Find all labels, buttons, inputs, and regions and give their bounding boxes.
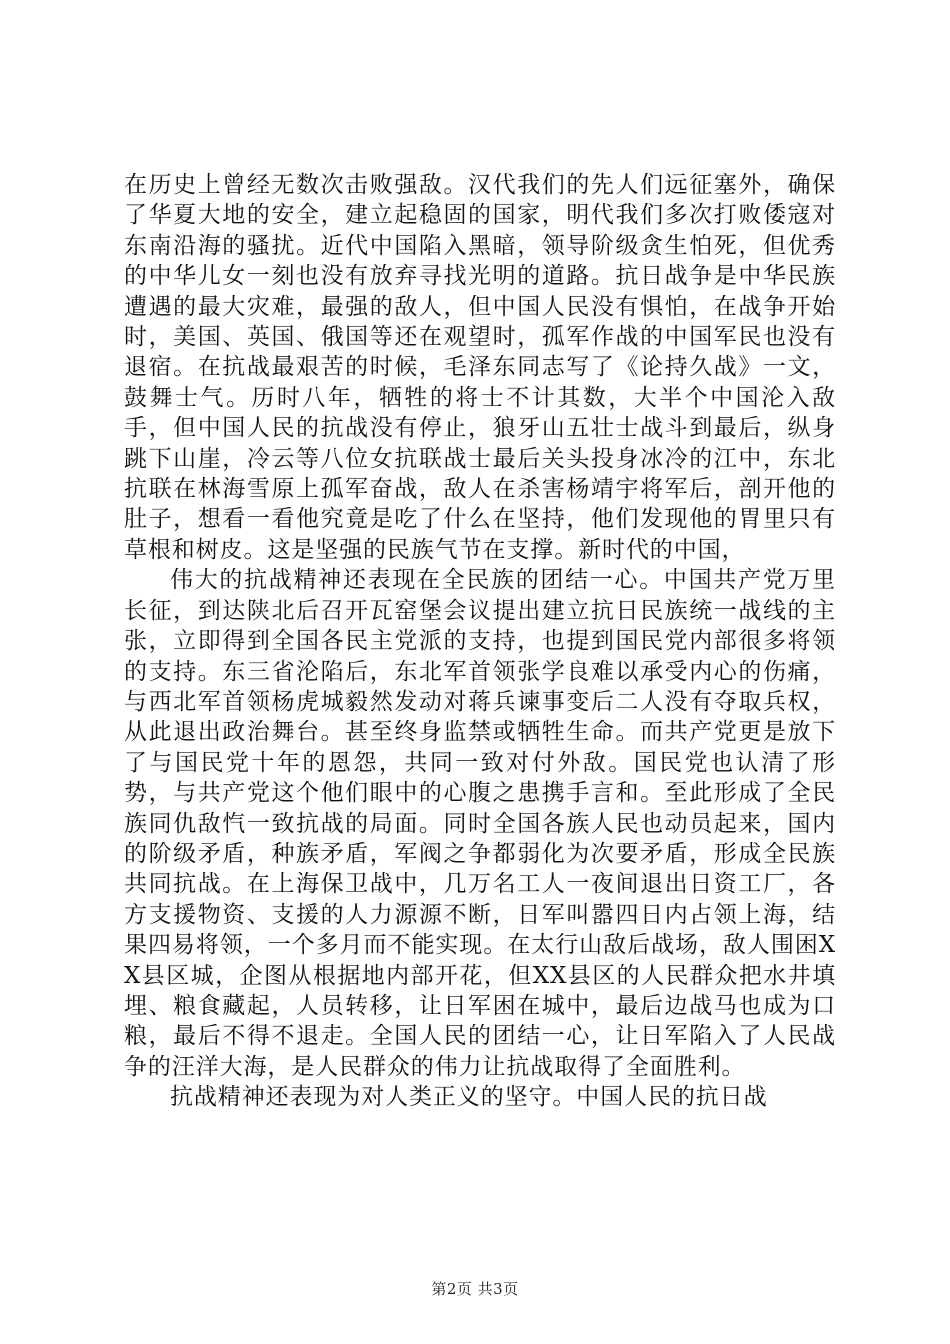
paragraph-1: 在历史上曾经无数次击败强敌。汉代我们的先人们远征塞外，确保了华夏大地的安全，建立起稳固的国家，明代我们多次打败倭寇对东南沿海的骚扰。近代中国陷入黑暗，领导阶级贪生怕死，但优秀的中华儿女一刻也没有放弃寻找光明的道路。抗日战争是中华民族遭遇的最大灾难，最强的敌人，但中国人民没有惧怕，在战争开始时，美国、英国、俄国等还在观望时，孤军作战的中国军民也没有退宿。在抗战最艰苦的时候，毛泽东同志写了《论持久战》一文，鼓舞士气。历时八年，牺牲的将士不计其数，大半个中国沦入敌手，但中国人民的抗战没有停止，狼牙山五壮士战斗到最后，纵身跳下山崖，冷云等八位女抗联战士最后关头投身冰冷的江中，东北抗联在林海雪原上孤军奋战，敌人在杀害杨靖宇将军后，剖开他的肚子，想看一看他究竟是吃了什么在坚持，他们发现他的胃里只有草根和树皮。这是坚强的民族气节在支撑。新时代的中国，: [124, 172, 836, 563]
page-footer: 第2页 共3页: [431, 1280, 519, 1298]
paragraph-3: 抗战精神还表现为对人类正义的坚守。中国人民的抗日战: [170, 1084, 768, 1111]
document-body: [124, 170, 836, 1113]
paragraph-2: 伟大的抗战精神还表现在全民族的团结一心。中国共产党万里长征，到达陕北后召开瓦窑堡会议提出建立抗日民族统一战线的主张，立即得到全国各民主党派的支持，也提到国民党内部很多将领的支持。东三省沦陷后，东北军首领张学良难以承受内心的伤痛，与西北军首领杨虎城毅然发动对蒋兵谏事变后二人没有夺取兵权，从此退出政治舞台。甚至终身监禁或牺牲生命。而共产党更是放下了与国民党十年的恩怨，共同一致对付外敌。国民党也认清了形势，与共产党这个他们眼中的心腹之患携手言和。至此形成了全民族同仇敌忾一致抗战的局面。同时全国各族人民也动员起来，国内的阶级矛盾，种族矛盾，军阀之争都弱化为次要矛盾，形成全民族共同抗战。在上海保卫战中，几万名工人一夜间退出日资工厂，各方支援物资、支援的人力源源不断，日军叫嚣四日内占领上海，结果四易将领，一个多月而不能实现。在太行山敌后战场，敌人围困XX县区城，企图从根据地内部开花，但XX县区的人民群众把水井填埋、粮食藏起，人员转移，让日军困在城中，最后边战马也成为口粮，最后不得不退走。全国人民的团结一心，让日军陷入了人民战争的汪洋大海，是人民群众的伟力让抗战取得了全面胜利。: [124, 567, 836, 1080]
